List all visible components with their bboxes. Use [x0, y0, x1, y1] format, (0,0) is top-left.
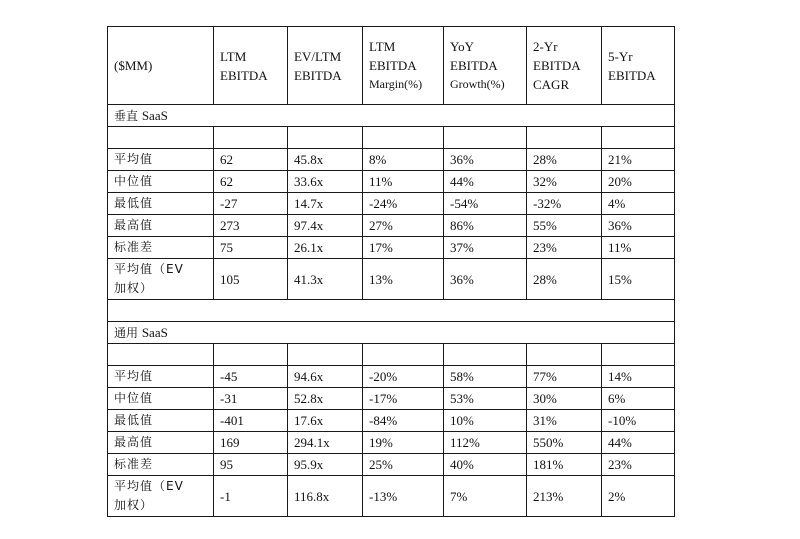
cell: 13%: [363, 259, 444, 300]
section-header-vertical-saas: [108, 105, 675, 127]
cell: 15%: [602, 259, 675, 300]
cell: 14%: [602, 366, 675, 388]
cell: 25%: [363, 454, 444, 476]
row-label: 平均值（EV 加权）: [108, 476, 214, 517]
header-ltm-ebitda: LTM EBITDA: [214, 27, 288, 105]
cell: 40%: [444, 454, 527, 476]
table-row: [108, 410, 675, 432]
cell: 169: [214, 432, 288, 454]
row-label: 最高值: [108, 432, 214, 454]
table-row: [108, 171, 675, 193]
row-label: 平均值: [108, 149, 214, 171]
header-unit: ($MM): [108, 27, 214, 105]
cell: 53%: [444, 388, 527, 410]
cell: 95: [214, 454, 288, 476]
cell: 181%: [527, 454, 602, 476]
cell: 112%: [444, 432, 527, 454]
table-row: [108, 215, 675, 237]
cell: 36%: [444, 259, 527, 300]
cell: 116.8x: [288, 476, 363, 517]
row-label: 平均值: [108, 366, 214, 388]
cell: -27: [214, 193, 288, 215]
cell: 23%: [602, 454, 675, 476]
cell: 30%: [527, 388, 602, 410]
cell: -32%: [527, 193, 602, 215]
cell: 33.6x: [288, 171, 363, 193]
table-row: [108, 366, 675, 388]
row-label: 中位值: [108, 171, 214, 193]
cell: -54%: [444, 193, 527, 215]
cell: 20%: [602, 171, 675, 193]
cell: 14.7x: [288, 193, 363, 215]
cell: 62: [214, 149, 288, 171]
row-label: 中位值: [108, 388, 214, 410]
cell: 31%: [527, 410, 602, 432]
cell: -84%: [363, 410, 444, 432]
cell: 45.8x: [288, 149, 363, 171]
header-5yr-ebitda: 5-Yr EBITDA: [602, 27, 675, 105]
cell: 17.6x: [288, 410, 363, 432]
cell: -20%: [363, 366, 444, 388]
table-row: [108, 388, 675, 410]
cell: 19%: [363, 432, 444, 454]
cell: 273: [214, 215, 288, 237]
cell: 23%: [527, 237, 602, 259]
cell: 105: [214, 259, 288, 300]
cell: 550%: [527, 432, 602, 454]
cell: 32%: [527, 171, 602, 193]
table-row: [108, 149, 675, 171]
cell: 36%: [444, 149, 527, 171]
cell: 86%: [444, 215, 527, 237]
cell: 58%: [444, 366, 527, 388]
cell: 55%: [527, 215, 602, 237]
table-row: [108, 193, 675, 215]
row-label: 标准差: [108, 237, 214, 259]
header-ltm-margin: LTM EBITDA Margin(%): [363, 27, 444, 105]
cell: 7%: [444, 476, 527, 517]
cell: 95.9x: [288, 454, 363, 476]
cell: 27%: [363, 215, 444, 237]
cell: 44%: [444, 171, 527, 193]
cell: 213%: [527, 476, 602, 517]
row-label: 最低值: [108, 410, 214, 432]
cell: -10%: [602, 410, 675, 432]
row-label: 标准差: [108, 454, 214, 476]
blank-row: [108, 127, 675, 149]
table-row: [108, 259, 675, 300]
cell: 62: [214, 171, 288, 193]
cell: 11%: [602, 237, 675, 259]
cell: 294.1x: [288, 432, 363, 454]
cell: 28%: [527, 149, 602, 171]
cell: 52.8x: [288, 388, 363, 410]
cell: 94.6x: [288, 366, 363, 388]
ebitda-comparison-table: [107, 26, 675, 517]
table-row: [108, 432, 675, 454]
cell: 4%: [602, 193, 675, 215]
cell: -401: [214, 410, 288, 432]
header-yoy-growth: YoY EBITDA Growth(%): [444, 27, 527, 105]
cell: 75: [214, 237, 288, 259]
row-label: 平均值（EV 加权）: [108, 259, 214, 300]
cell: 10%: [444, 410, 527, 432]
cell: 44%: [602, 432, 675, 454]
cell: -45: [214, 366, 288, 388]
spacer-row: [108, 300, 675, 322]
section-title: 垂直 SaaS: [108, 105, 675, 127]
row-label: 最低值: [108, 193, 214, 215]
cell: 28%: [527, 259, 602, 300]
cell: -1: [214, 476, 288, 517]
header-row: [108, 27, 675, 105]
cell: 8%: [363, 149, 444, 171]
cell: -24%: [363, 193, 444, 215]
cell: 2%: [602, 476, 675, 517]
cell: -17%: [363, 388, 444, 410]
section-header-general-saas: [108, 322, 675, 344]
table-row: [108, 237, 675, 259]
header-2yr-cagr: 2-Yr EBITDA CAGR: [527, 27, 602, 105]
cell: -13%: [363, 476, 444, 517]
blank-row: [108, 344, 675, 366]
cell: 36%: [602, 215, 675, 237]
cell: 11%: [363, 171, 444, 193]
cell: 41.3x: [288, 259, 363, 300]
cell: 6%: [602, 388, 675, 410]
cell: -31: [214, 388, 288, 410]
cell: 97.4x: [288, 215, 363, 237]
section-title: 通用 SaaS: [108, 322, 675, 344]
row-label: 最高值: [108, 215, 214, 237]
cell: 37%: [444, 237, 527, 259]
cell: 21%: [602, 149, 675, 171]
cell: 17%: [363, 237, 444, 259]
cell: 26.1x: [288, 237, 363, 259]
header-ev-ltm-ebitda: EV/LTM EBITDA: [288, 27, 363, 105]
table-row: [108, 454, 675, 476]
cell: 77%: [527, 366, 602, 388]
table-row: [108, 476, 675, 517]
